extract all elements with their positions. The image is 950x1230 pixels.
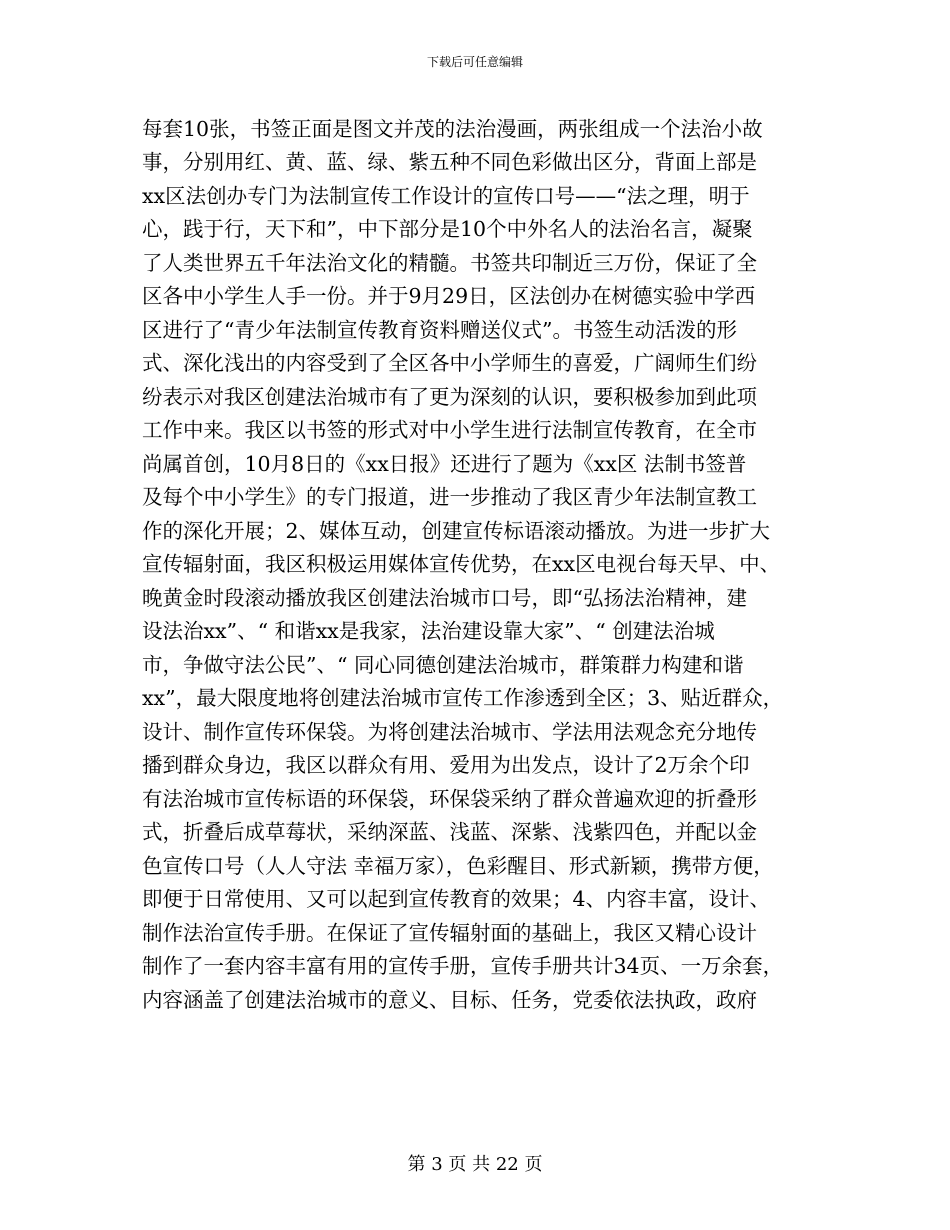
text-line: 晚黄金时段滚动播放我区创建法治城市口号，即“弘扬法治精神，建 [142,586,747,610]
text-line: 工作中来。我区以书签的形式对中小学生进行法制宣传教育，在全市 [142,418,757,442]
text-line: 及每个中小学生》的专门报道，进一步推动了我区青少年法制宣教工 [142,485,757,509]
text-line: 每套10张，书签正面是图文并茂的法治漫画，两张组成一个法治小故 [142,117,763,141]
text-line: 区各中小学生人手一份。并于9月29日，区法创办在树德实验中学西 [142,284,756,308]
page-footer: 第 3 页 共 22 页 [407,1154,543,1175]
text-line: 了人类世界五千年法治文化的精髓。书签共印制近三万份，保证了全 [142,251,757,275]
text-line: 播到群众身边，我区以群众有用、爱用为出发点，设计了2万余个印 [142,753,750,777]
text-line: 式，折叠后成草莓状，采纳深蓝、浅蓝、深紫、浅紫四色，并配以金 [142,820,757,844]
text-line: 色宣传口号（人人守法 幸福万家），色彩醒目、形式新颖，携带方便， [142,854,774,878]
text-line: 制作了一套内容丰富有用的宣传手册，宣传手册共计34页、一万余套， [142,954,784,978]
text-line: 宣传辐射面，我区积极运用媒体宣传优势，在xx区电视台每天早、中、 [142,552,781,576]
text-line: 尚属首创，10月8日的《xx日报》还进行了题为《xx区 法制书签普 [142,452,747,476]
text-line: 有法治城市宣传标语的环保袋，环保袋采纳了群众普遍欢迎的折叠形 [142,787,757,811]
text-line: xx区法创办专门为法制宣传工作设计的宣传口号——“法之理，明于 [142,184,750,208]
text-line: 即便于日常使用、又可以起到宣传教育的效果；4、内容丰富，设计、 [142,887,771,911]
text-line: 作的深化开展；2、媒体互动，创建宣传标语滚动播放。为进一步扩大 [142,519,771,543]
text-line: 内容涵盖了创建法治城市的意义、目标、任务，党委依法执政，政府 [142,988,757,1012]
text-line: 纷表示对我区创建法治城市有了更为深刻的认识，要积极参加到此项 [142,385,757,409]
text-line: 式、深化浅出的内容受到了全区各中小学师生的喜爱，广阔师生们纷 [142,351,757,375]
text-line: 市，争做守法公民”、“ 同心同德创建法治城市，群策群力构建和谐 [142,653,744,677]
text-line: 设计、制作宣传环保袋。为将创建法治城市、学法用法观念充分地传 [142,720,757,744]
text-line: xx”，最大限度地将创建法治城市宣传工作渗透到全区；3、贴近群众， [142,686,784,710]
text-line: 区进行了“青少年法制宣传教育资料赠送仪式”。书签生动活泼的形 [142,318,737,342]
text-line: 事，分别用红、黄、蓝、绿、紫五种不同色彩做出区分，背面上部是 [142,150,757,174]
text-line: 设法治xx”、“ 和谐xx是我家，法治建设靠大家”、“ 创建法治城 [142,619,715,643]
page-header: 下载后可任意编辑 [426,55,523,69]
text-line: 心，践于行，天下和”，中下部分是10个中外名人的法治名言，凝聚 [142,217,753,241]
text-line: 制作法治宣传手册。在保证了宣传辐射面的基础上，我区又精心设计 [142,921,757,945]
